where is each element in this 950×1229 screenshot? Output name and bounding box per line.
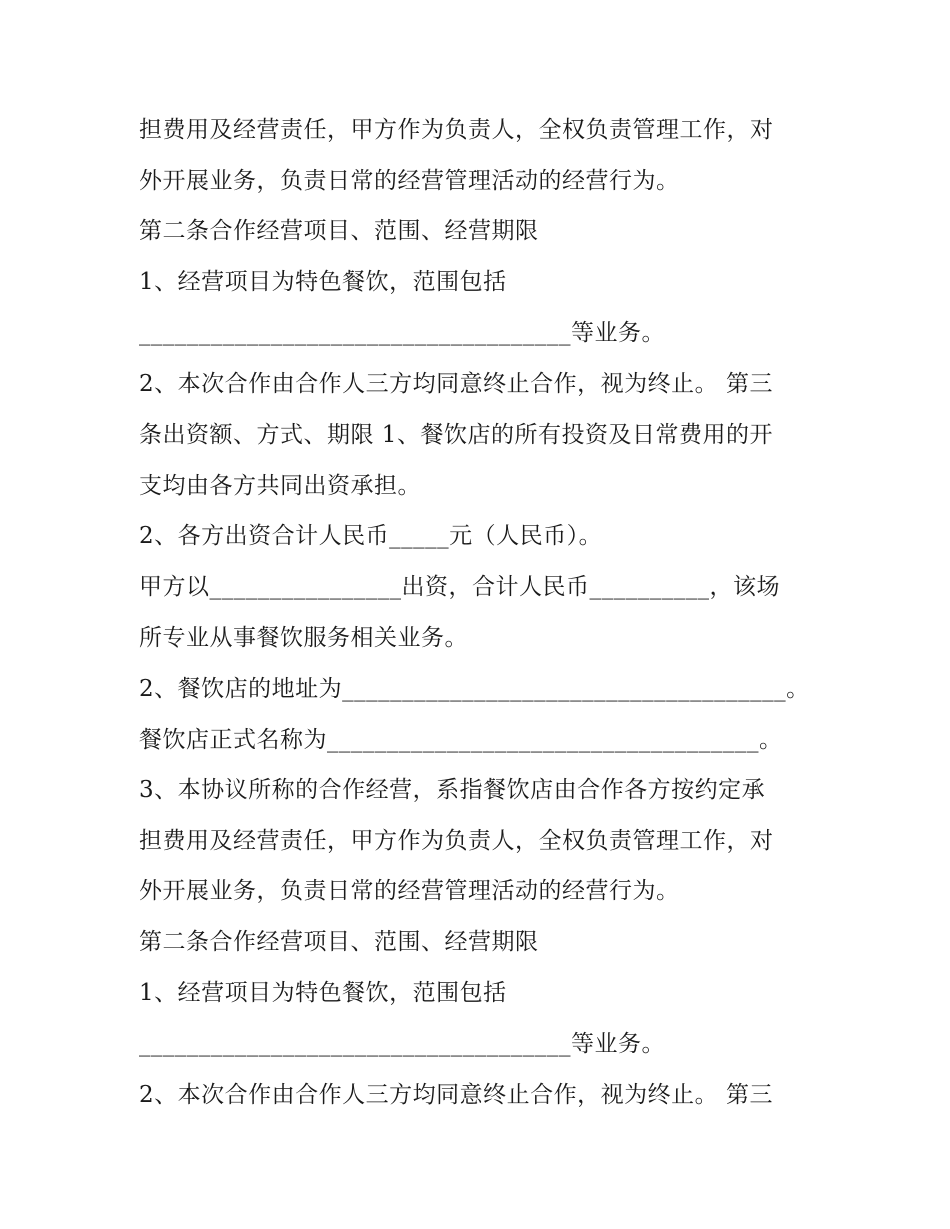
paragraph-line: 条出资额、方式、期限 1、餐饮店的所有投资及日常费用的开 <box>139 422 773 448</box>
section-heading: 第二条合作经营项目、范围、经营期限 <box>139 218 539 244</box>
paragraph-line: 2、本次合作由合作人三方均同意终止合作，视为终止。 第三 <box>139 1082 773 1108</box>
blank-fill-line: 餐饮店正式名称为____________________________________。 <box>139 727 783 753</box>
blank-fill-line: 2、餐饮店的地址为_____________________________________。 <box>139 676 810 702</box>
paragraph-line: 2、本次合作由合作人三方均同意终止合作，视为终止。 第三 <box>139 371 773 397</box>
paragraph-line: 支均由各方共同出资承担。 <box>139 473 421 499</box>
blank-fill-line: 2、各方出资合计人民币_____元（人民币）。 <box>139 523 603 549</box>
paragraph-line: 担费用及经营责任，甲方作为负责人，全权负责管理工作，对 <box>139 117 774 143</box>
paragraph-line: 3、本协议所称的合作经营，系指餐饮店由合作各方按约定承 <box>139 777 766 803</box>
paragraph-line: 1、经营项目为特色餐饮，范围包括 <box>139 980 507 1006</box>
paragraph-line: 外开展业务，负责日常的经营管理活动的经营行为。 <box>139 878 680 904</box>
paragraph-line: 外开展业务，负责日常的经营管理活动的经营行为。 <box>139 168 680 194</box>
blank-fill-line: ____________________________________等业务。 <box>139 1031 665 1057</box>
blank-fill-line: ____________________________________等业务。 <box>139 320 665 346</box>
paragraph-line: 所专业从事餐饮服务相关业务。 <box>139 625 468 651</box>
paragraph-line: 1、经营项目为特色餐饮，范围包括 <box>139 269 507 295</box>
section-heading: 第二条合作经营项目、范围、经营期限 <box>139 929 539 955</box>
blank-fill-line: 甲方以________________出资，合计人民币__________，该场 <box>139 574 780 600</box>
paragraph-line: 担费用及经营责任，甲方作为负责人，全权负责管理工作，对 <box>139 828 774 854</box>
